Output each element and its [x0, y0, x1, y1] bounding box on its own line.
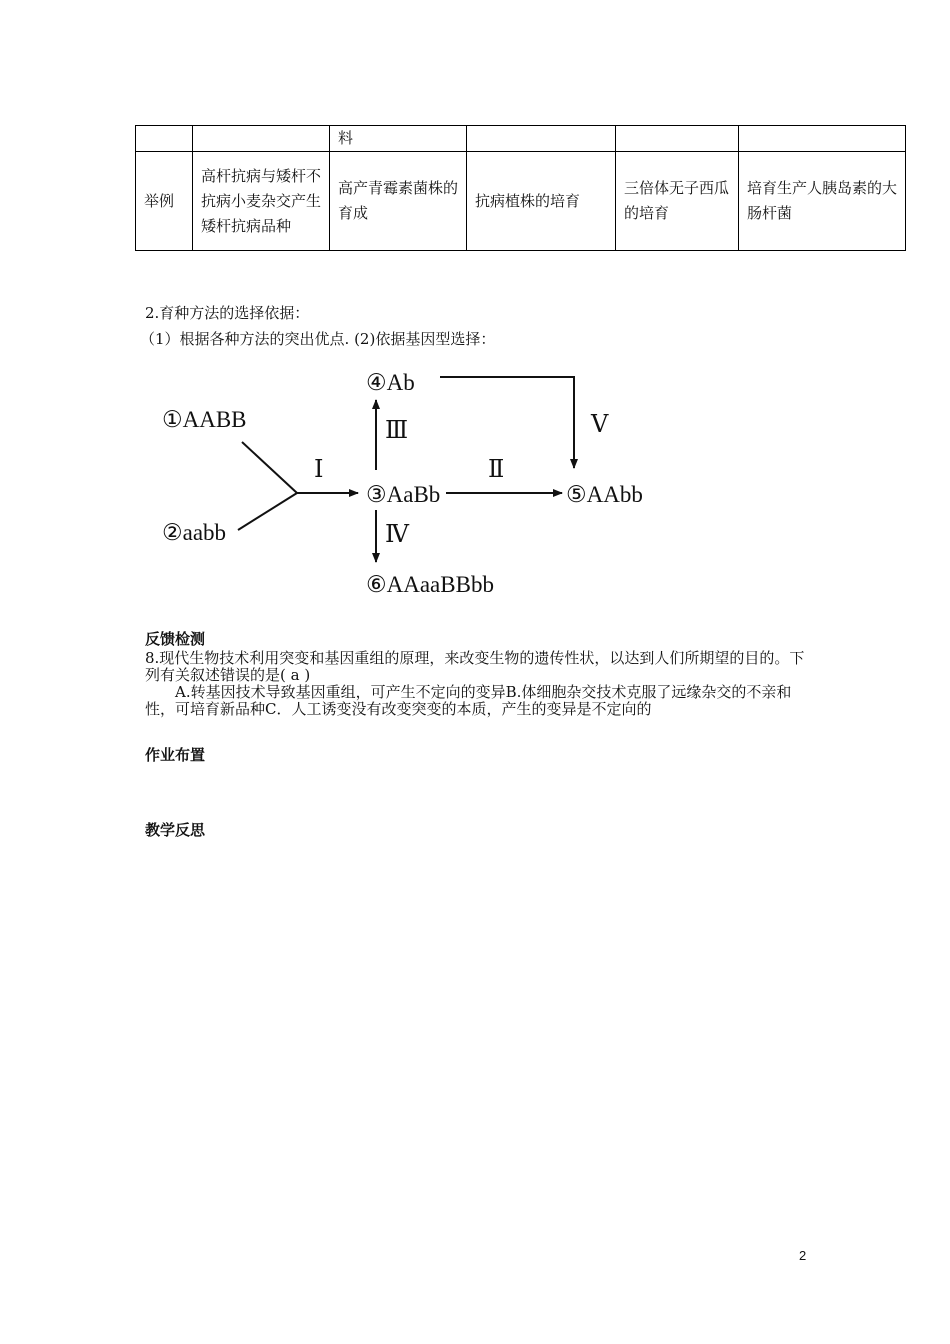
feedback-heading: 反馈检测: [145, 630, 206, 648]
label-step-5: Ⅴ: [591, 412, 609, 438]
table-cell: 高杆抗病与矮杆不抗病小麦杂交产生矮杆抗病品种: [193, 152, 330, 251]
label-step-1: Ⅰ: [314, 457, 324, 483]
homework-heading: 作业布置: [145, 746, 206, 764]
table-row: [136, 126, 906, 152]
arrow-doubling: [440, 377, 574, 468]
section-title: 2.育种方法的选择依据：: [145, 304, 310, 322]
label-step-4: Ⅳ: [385, 522, 409, 548]
table-cell: 抗病植株的培育: [467, 152, 616, 251]
table-cell: [739, 126, 906, 152]
label-step-2: Ⅱ: [488, 457, 505, 483]
node-aaaabbbb-polyploid: ⑥AAaaBBbb: [366, 572, 494, 597]
question-text: 8.现代生物技术利用突变和基因重组的原理，来改变生物的遗传性状，以达到人们所期望的目的。下列有关叙述错误的是( a ): [145, 649, 805, 684]
converge-line-upper: [242, 442, 297, 493]
breeding-table: [135, 125, 906, 251]
node-aabb-parent: ①AABB: [162, 407, 247, 432]
table-cell: 料: [330, 126, 467, 152]
node-aabb-target: ⑤AAbb: [566, 482, 643, 507]
table-cell: 高产青霉素菌株的育成: [330, 152, 467, 251]
breeding-diagram: [150, 360, 650, 605]
question-options: A.转基因技术导致基因重组，可产生不定向的变异B.体细胞杂交技术克服了远缘杂交的不亲和性，可培育新品种C．人工诱变没有改变突变的本质，产生的变异是不定向的: [145, 683, 792, 718]
page-number: 2: [799, 1248, 807, 1263]
table-cell: [136, 126, 193, 152]
table-cell: 培育生产人胰岛素的大肠杆菌: [739, 152, 906, 251]
table-cell: [467, 126, 616, 152]
row-label-example: 举例: [136, 152, 193, 251]
table-cell: [616, 126, 739, 152]
node-aabb-hybrid: ③AaBb: [366, 482, 441, 507]
label-step-3: Ⅲ: [385, 418, 409, 444]
table-row: [136, 152, 906, 251]
converge-line-lower: [238, 493, 297, 530]
section-subtitle: （1）根据各种方法的突出优点. (2)依据基因型选择：: [140, 330, 496, 348]
table-cell: 三倍体无子西瓜的培育: [616, 152, 739, 251]
table-cell: [193, 126, 330, 152]
node-ab-haploid: ④Ab: [366, 370, 415, 395]
reflection-heading: 教学反思: [145, 821, 206, 839]
node-aabb-recessive: ②aabb: [162, 520, 227, 545]
